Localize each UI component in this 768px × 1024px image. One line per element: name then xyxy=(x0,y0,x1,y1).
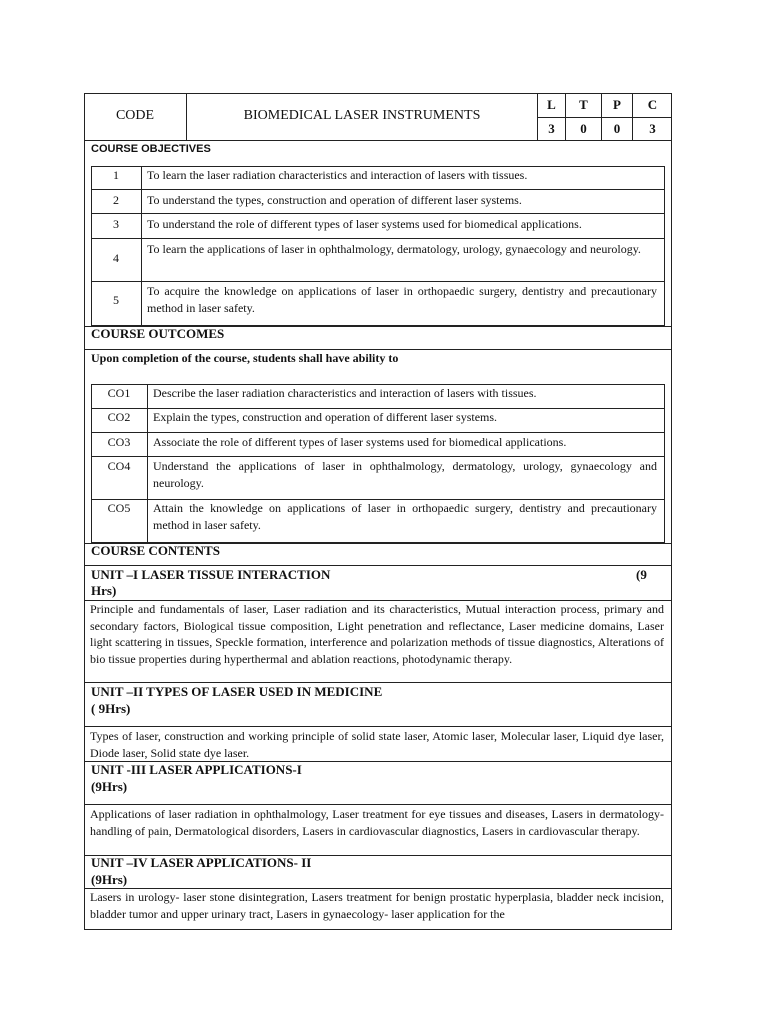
unit-hours: ( 9Hrs) xyxy=(91,701,131,716)
outcome-code: CO5 xyxy=(107,501,131,515)
outcomes-heading: COURSE OUTCOMES xyxy=(91,326,225,341)
objective-text: To understand the role of different types of laser systems used for biomedical applications. xyxy=(147,217,582,231)
outcome-code: CO3 xyxy=(107,435,131,449)
unit-body: Lasers in urology- laser stone disintegration, Lasers treatment for benign prostatic hyperplasia, bladder neck incision, bladder tumor and upper urinary tract, Lasers in gynaecology- laser application for the xyxy=(90,890,664,921)
contents-heading: COURSE CONTENTS xyxy=(91,543,220,558)
objective-number: 1 xyxy=(113,168,119,182)
objective-number: 3 xyxy=(113,217,119,231)
objective-text: To learn the laser radiation characteristics and interaction of lasers with tissues. xyxy=(147,168,528,182)
ltpc-header-p: P xyxy=(613,97,621,112)
outcome-code: CO4 xyxy=(107,459,131,473)
unit-body: Types of laser, construction and working principle of solid state laser, Atomic laser, Molecular laser, Liquid dye laser, Diode laser, Solid state dye laser. xyxy=(90,729,664,760)
objective-text: To learn the applications of laser in ophthalmology, dermatology, urology, gynaecology and neurology. xyxy=(147,242,641,256)
objectives-heading: COURSE OBJECTIVES xyxy=(91,143,211,155)
unit-title: UNIT -III LASER APPLICATIONS-I xyxy=(91,762,302,777)
code-label: CODE xyxy=(115,108,155,123)
unit-title: UNIT –IV LASER APPLICATIONS- II xyxy=(91,855,312,870)
ltpc-value-c: 3 xyxy=(649,121,656,136)
ltpc-header-l: L xyxy=(547,97,556,112)
ltpc-header-c: C xyxy=(647,97,658,112)
objective-text: To acquire the knowledge on applications of laser in orthopaedic surgery, dentistry and precautionary method in laser safety. xyxy=(147,284,657,315)
outcome-code: CO2 xyxy=(107,410,131,424)
unit-title: UNIT –II TYPES OF LASER USED IN MEDICINE xyxy=(91,684,383,699)
outcome-text: Attain the knowledge on applications of laser in orthopaedic surgery, dentistry and precautionary method in laser safety. xyxy=(153,501,657,532)
unit-title: UNIT –I LASER TISSUE INTERACTION xyxy=(91,567,331,582)
outcome-text: Associate the role of different types of laser systems used for biomedical applications. xyxy=(153,435,567,449)
ltpc-value-t: 0 xyxy=(580,121,587,136)
unit-body: Principle and fundamentals of laser, Laser radiation and its characteristics, Mutual interaction process, primary and secondary factors, Biological tissue composition, Light penetration and reflectance, Laser medicine domains, Laser light scattering in tissues, Speckle formation, interference and polarization methods of tissue diagnostics, Alterations of bio tissue properties during hyperthermal and ablation reactions, photodynamic therapy. xyxy=(90,602,664,666)
objective-number: 2 xyxy=(113,193,119,207)
course-title: BIOMEDICAL LASER INSTRUMENTS xyxy=(243,108,481,123)
objective-number: 5 xyxy=(113,293,119,307)
ltpc-value-l: 3 xyxy=(548,121,555,136)
unit-body: Applications of laser radiation in ophthalmology, Laser treatment for eye tissues and diseases, Lasers in dermatology- handling of pain, Dermatological disorders, Lasers in cardiovascular diagnostics, Lasers in cardiovascular therapy. xyxy=(90,807,664,838)
outcome-text: Describe the laser radiation characteristics and interaction of lasers with tissues. xyxy=(153,386,537,400)
objective-number: 4 xyxy=(113,251,119,265)
unit-hours: Hrs) xyxy=(91,583,117,598)
outcome-code: CO1 xyxy=(107,386,131,400)
unit-hours: (9 xyxy=(636,567,647,582)
unit-hours: (9Hrs) xyxy=(91,872,128,887)
objective-text: To understand the types, construction and operation of different laser systems. xyxy=(147,193,522,207)
outcomes-intro: Upon completion of the course, students shall have ability to xyxy=(91,351,399,365)
ltpc-header-t: T xyxy=(579,97,588,112)
ltpc-value-p: 0 xyxy=(613,121,621,136)
outcome-text: Understand the applications of laser in ophthalmology, dermatology, urology, gynaecology and neurology. xyxy=(153,459,657,490)
unit-hours: (9Hrs) xyxy=(91,779,128,794)
outcome-text: Explain the types, construction and operation of different laser systems. xyxy=(153,410,498,424)
